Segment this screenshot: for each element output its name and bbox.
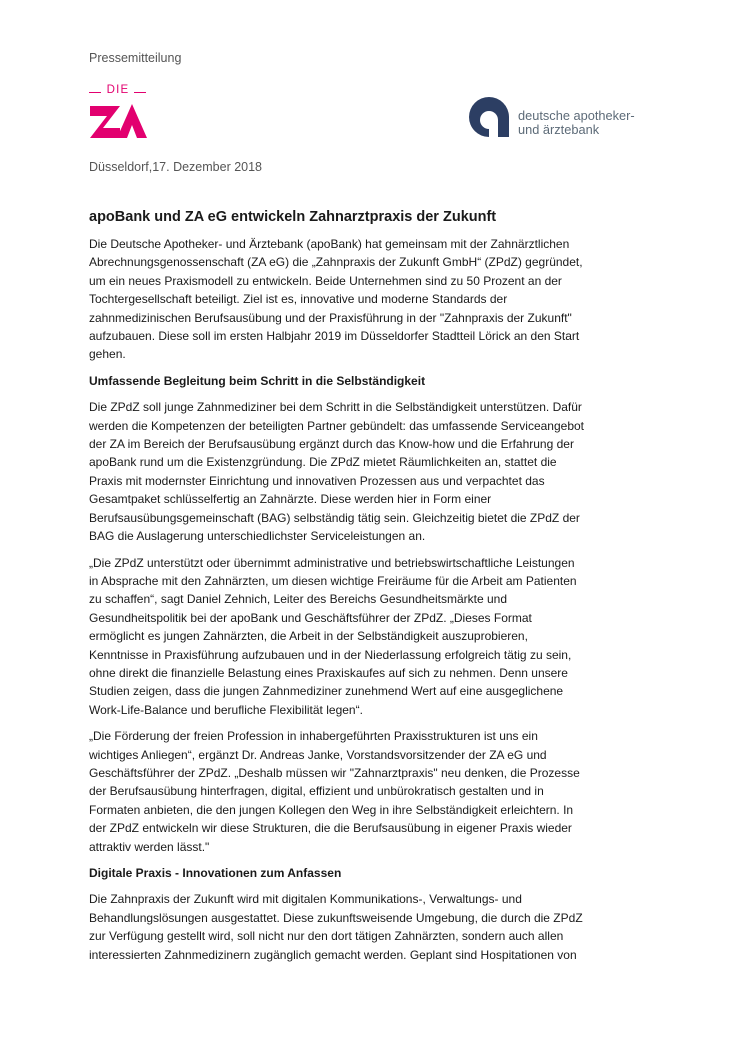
document-type-label: Pressemitteilung: [89, 51, 182, 65]
article-body: [89, 207, 589, 972]
za-logo-tag: DIE: [106, 84, 130, 96]
intro-paragraph: Die Deutsche Apotheker- und Ärztebank (apoBank) hat gemeinsam mit der Zahnärztlichen Abrechnungsgenossenschaft (ZA eG) die „Zahnpraxis der Zukunft GmbH“ (ZPdZ) gegründet, um ein neues Praxismodell zu entwickeln. Beide Unternehmen sind zu 50 Prozent an der Tochtergesellschaft beteiligt. Ziel ist es, innovative und moderne Standards der zahnmedizinischen Berufsausübung und der Praxisführung in der "Zahnpraxis der Zukunft" aufzubauen. Diese soll im ersten Halbjahr 2019 im Düsseldorfer Stadtteil Lörick an den Start gehen.: [89, 237, 583, 362]
dateline: Düsseldorf,17. Dezember 2018: [89, 160, 263, 174]
section-heading-digitale-praxis: Digitale Praxis - Innovationen zum Anfassen: [89, 866, 342, 880]
section-heading-begleitung: Umfassende Begleitung beim Schritt in die Selbständigkeit: [89, 373, 426, 388]
section2-paragraph-1: Die Zahnpraxis der Zukunft wird mit digitalen Kommunikations-, Verwaltungs- und Behandlungslösungen ausgestattet. Diese zukunftsweisende Umgebung, die durch die ZPdZ zur Verfügung gestellt wird, soll nicht nur den dort tätigen Zahnärzten, sondern auch allen interessierten Zahnmedizinern zugänglich gemacht werden. Geplant sind Hospitationen von: [89, 892, 583, 962]
za-logo: [89, 84, 151, 144]
section1-paragraph-3: „Die Förderung der freien Profession in inhabergeführten Praxisstrukturen ist uns ein wichtiges Anliegen“, ergänzt Dr. Andreas Janke, Vorstandsvorsitzender der ZA eG und Geschäftsführer der ZPdZ. „Deshalb müssen wir "Zahnarztpraxis" neu denken, die Prozesse der Berufsausübung hinterfragen, digital, effizient und unbürokratisch gestalten und in Formaten anbieten, die den jungen Kollegen den Weg in ihre Selbständigkeit erleichtern. In der ZPdZ entwickeln wir diese Strukturen, die die Berufsausübung in eigener Praxis wieder attraktiv werden lässt.": [89, 729, 580, 854]
apobank-logo-mark: [468, 96, 510, 138]
section1-paragraph-1: Die ZPdZ soll junge Zahnmediziner bei dem Schritt in die Selbständigkeit unterstützen. Dafür werden die Kompetenzen der beteiligten Partner gebündelt: das umfassende Serviceangebot der ZA im Bereich der Berufsausübung ergänzt durch das Know-how und die Erfahrung der apoBank rund um die Existenzgründung. Die ZPdZ mietet Räumlichkeiten an, stattet die Praxis mit modernster Einrichtung und innovativen Prozessen aus und verpachtet das Gesamtpaket schlüsselfertig an Zahnärzte. Diese werden hier in Form einer Berufsausübungsgemeinschaft (BAG) selbständig tätig sein. Gleichzeitig bietet die ZPdZ der BAG die Auslagerung unterschiedlichster Serviceleistungen an.: [89, 400, 584, 544]
article-title: apoBank und ZA eG entwickeln Zahnarztpraxis der Zukunft: [89, 209, 497, 225]
apobank-logo-text: deutsche apotheker- und ärztebank: [518, 108, 635, 137]
apobank-logo: [468, 96, 668, 142]
section1-paragraph-2: „Die ZPdZ unterstützt oder übernimmt administrative und betriebswirtschaftliche Leistungen in Absprache mit den Zahnärzten, um diesen wichtige Freiräume für die Arbeit am Patienten zu schaffen“, sagt Daniel Zehnich, Leiter des Bereichs Gesundheitsmärkte und Gesundheitspolitik bei der apoBank und Geschäftsführer der ZPdZ. „Dieses Format ermöglicht es jungen Zahnärzten, die Arbeit in der Selbständigkeit auszuprobieren, Kenntnisse in Praxisführung aufzubauen und in der Niederlassung erfolgreich tätig zu sein, ohne direkt die finanzielle Belastung eines Praxiskaufes auf sich zu nehmen. Denn unsere Studien zeigen, dass die jungen Zahnmediziner zunehmend Wert auf eine ausgeglichene Work-Life-Balance und berufliche Flexibilität legen“.: [89, 555, 577, 717]
za-logo-mark: [89, 84, 151, 144]
